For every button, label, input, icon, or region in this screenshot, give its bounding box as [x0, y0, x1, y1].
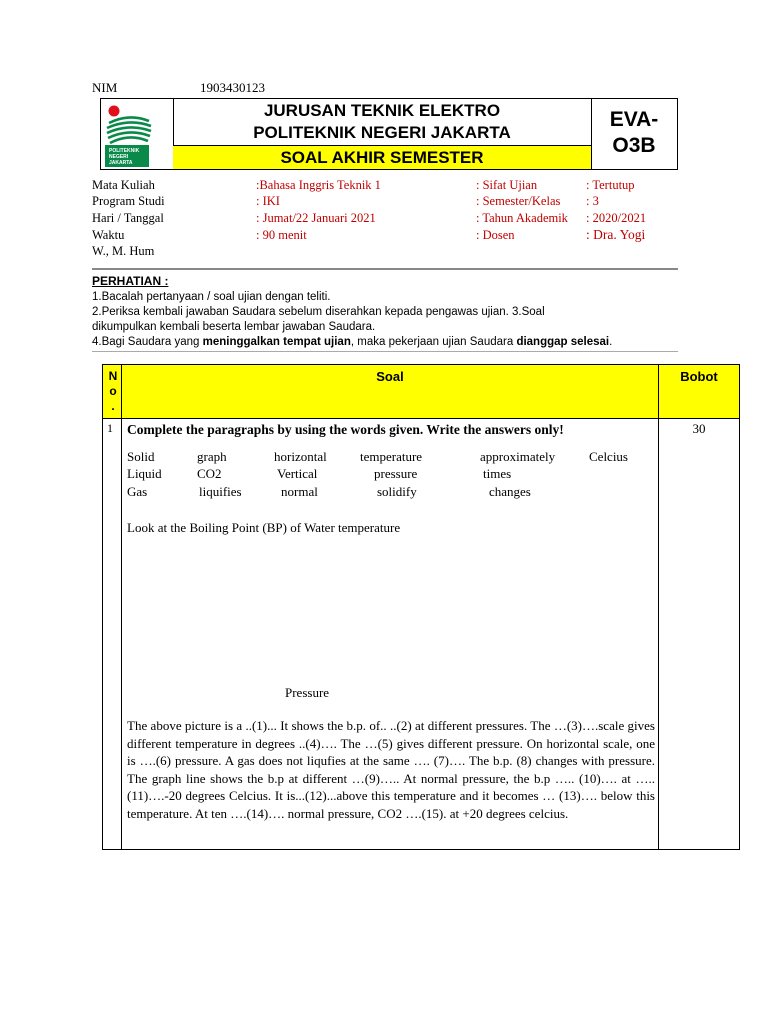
exam-title: SOAL AKHIR SEMESTER — [280, 148, 484, 167]
header-soal: Soal — [376, 369, 404, 384]
logo-text-3: JAKARTA — [109, 160, 133, 166]
institution-title: POLITEKNIK NEGERI JAKARTA — [253, 123, 511, 142]
header-table — [100, 98, 678, 170]
form-code — [591, 99, 677, 169]
table-header-row — [103, 365, 739, 419]
graph-placeholder — [127, 540, 647, 680]
header-divider — [92, 268, 678, 270]
question-weight: 30 — [692, 421, 706, 436]
perhatian-line-4-bold-1: meninggalkan tempat ujian — [202, 336, 351, 348]
nim-value: 1903430123 — [200, 80, 265, 95]
graph-x-label: Pressure — [285, 685, 330, 700]
exam-title-band — [173, 145, 591, 169]
dosen-label: : Dosen — [476, 228, 515, 242]
dosen-value: : Dra. Yogi — [586, 227, 646, 242]
header-no-char-2: o — [109, 384, 117, 398]
header-bobot: Bobot — [680, 369, 718, 384]
semester-label: : Semester/Kelas — [476, 194, 561, 208]
word-bank-item: horizontal — [274, 449, 327, 464]
header-no-char-1: N — [108, 369, 118, 383]
program-value: : IKI — [256, 194, 280, 208]
program-label: Program Studi — [92, 194, 165, 208]
word-bank-item: Solid — [127, 449, 155, 464]
perhatian-line-4-e: . — [609, 336, 613, 348]
logo-text-2: NEGERI — [109, 154, 129, 160]
title-cell — [173, 99, 592, 169]
waktu-value: : 90 menit — [256, 228, 307, 242]
perhatian-line-4-a: 4.Bagi Saudara yang — [92, 336, 203, 348]
word-bank-item: temperature — [360, 449, 423, 464]
word-bank-item: Celcius — [589, 449, 628, 464]
perhatian-line-4 — [92, 336, 612, 348]
word-bank-item: Vertical — [277, 466, 318, 481]
semester-value: : 3 — [586, 194, 599, 208]
logo-cell — [101, 99, 174, 169]
mata-kuliah-value: :Bahasa Inggris Teknik 1 — [256, 178, 381, 192]
column-divider-1 — [121, 365, 122, 849]
word-bank-item: solidify — [377, 484, 417, 499]
dosen-continued: W., M. Hum — [92, 244, 155, 258]
sifat-value: : Tertutup — [586, 178, 635, 192]
word-bank-item: graph — [197, 449, 227, 464]
perhatian-line-4-bold-2: dianggap selesai — [516, 336, 610, 348]
header-no — [108, 369, 118, 414]
word-bank-item: approximately — [480, 449, 556, 464]
perhatian-title: PERHATIAN : — [92, 274, 169, 288]
tahun-value: : 2020/2021 — [586, 211, 647, 225]
form-code-line2: O3B — [612, 134, 656, 157]
form-code-line1: EVA- — [609, 108, 659, 131]
perhatian-line-1: 1.Bacalah pertanyaan / soal ujian dengan teliti. — [92, 291, 331, 303]
nim-label: NIM — [92, 80, 118, 95]
cloze-paragraph: The above picture is a ..(1)... It shows the b.p. of.. ..(2) at different pressures. The …(3)….scale gives different temperature in degrees ..(4)…. The …(5) gives different pressure. On horizontal scale, one is ….(6) pressure. A gas does not liqufies at the same …. (7)…. The b.p. (8) changes with pressure. The graph line shows the b.p at different …(9)….. At normal pressure, the b.p ….. (10)…. at …..(11)….-20 degrees Celcius. It is...(12)...above this temperature and it becomes … (13)…. below this temperature. At ten ….(14)…. normal pressure, CO2 ….(15). at +20 degrees celcius. — [127, 718, 655, 821]
tahun-label: : Tahun Akademik — [476, 211, 568, 225]
word-bank-item: Liquid — [127, 466, 162, 481]
question-number: 1 — [107, 421, 113, 435]
column-divider-2 — [658, 365, 659, 849]
hari-value: : Jumat/22 Januari 2021 — [256, 211, 376, 225]
logo-text-1: POLITEKNIK — [109, 148, 140, 154]
word-bank-item: CO2 — [197, 466, 222, 481]
question-table — [102, 364, 740, 850]
waktu-label: Waktu — [92, 228, 125, 242]
hari-label: Hari / Tanggal — [92, 211, 164, 225]
perhatian-divider — [92, 351, 678, 352]
perhatian-line-2: 2.Periksa kembali jawaban Saudara sebelum diserahkan kepada pengawas ujian. 3.Soal — [92, 306, 545, 318]
mata-kuliah-label: Mata Kuliah — [92, 178, 155, 192]
pnj-logo-icon — [101, 99, 173, 169]
department-title: JURUSAN TEKNIK ELEKTRO — [263, 101, 501, 120]
perhatian-line-3: dikumpulkan kembali beserta lembar jawaban Saudara. — [92, 321, 376, 333]
word-bank-item: normal — [281, 484, 318, 499]
word-bank-item: pressure — [374, 466, 418, 481]
word-bank-item: times — [483, 466, 512, 481]
perhatian-line-4-c: , maka pekerjaan ujian Saudara — [350, 336, 517, 348]
word-bank-item: Gas — [127, 484, 148, 499]
question-instruction: Complete the paragraphs by using the words given. Write the answers only! — [127, 422, 564, 437]
header-no-char-3: . — [111, 399, 115, 413]
word-bank-item: changes — [489, 484, 531, 499]
sifat-label: : Sifat Ujian — [476, 178, 538, 192]
graph-caption: Look at the Boiling Point (BP) of Water temperature — [127, 520, 401, 535]
word-bank-item: liquifies — [199, 484, 242, 499]
